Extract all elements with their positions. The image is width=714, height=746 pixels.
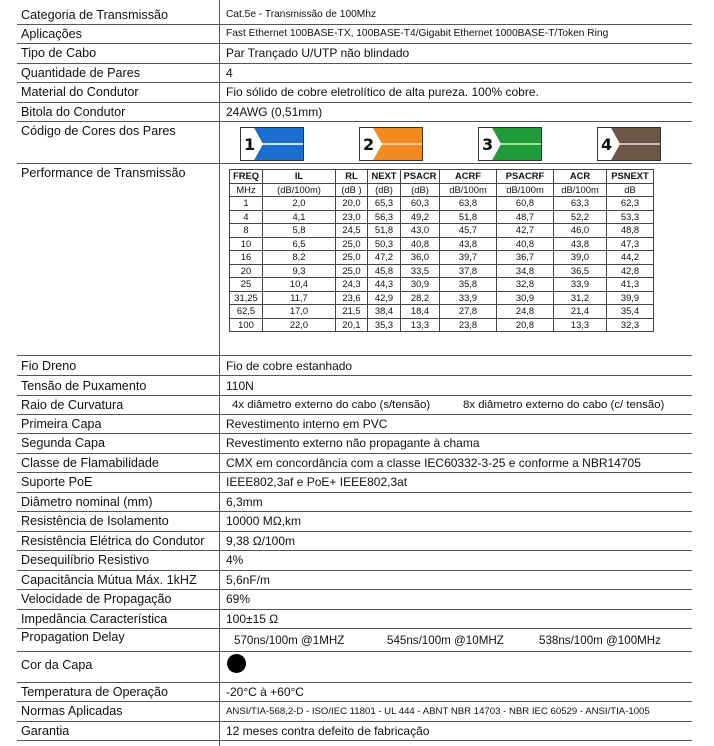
spec-row-segunda-capa [17, 434, 692, 454]
col-header: NEXT [368, 170, 401, 184]
table-row [230, 291, 654, 305]
spec-row-velocidade [17, 590, 692, 610]
spec-row-impedancia [17, 610, 692, 629]
table-cell: 1 [230, 197, 263, 211]
unit-cell: dB/100m [554, 183, 607, 197]
table-cell: 50,3 [368, 237, 401, 251]
table-cell: 31,25 [230, 291, 263, 305]
table-cell: 31,2 [554, 291, 607, 305]
spec-label: Resistência Elétrica do Condutor [21, 534, 205, 548]
spec-value: CMX em concordância com a classe IEC60332-3-25 e conforme a NBR14705 [226, 456, 641, 470]
table-cell: 24,8 [497, 305, 554, 319]
table-cell: 36,0 [401, 251, 440, 265]
col-header: PSNEXT [607, 170, 654, 184]
table-cell: 32,8 [497, 278, 554, 292]
spec-value-b: 8x diâmetro externo do cabo (c/ tensão) [463, 399, 665, 411]
table-cell: 52,2 [554, 210, 607, 224]
table-row [230, 210, 654, 224]
table-cell: 9,3 [263, 264, 336, 278]
table-cell: 62,5 [230, 305, 263, 319]
spec-row-pares [17, 64, 692, 83]
spec-value: 10000 MΩ,km [226, 514, 301, 528]
table-cell: 48,8 [607, 224, 654, 238]
table-cell: 23,6 [336, 291, 368, 305]
spec-label: Tensão de Puxamento [21, 379, 147, 393]
table-cell: 10,4 [263, 278, 336, 292]
table-cell: 13,3 [401, 318, 440, 332]
col-header: IL [263, 170, 336, 184]
spec-label: Aplicações [21, 27, 82, 41]
table-cell: 46,0 [554, 224, 607, 238]
spec-row-cor-capa [17, 652, 692, 683]
spec-row-tensao [17, 376, 692, 396]
spec-label: Código de Cores dos Pares [21, 124, 176, 138]
table-cell: 48,7 [497, 210, 554, 224]
table-cell: 35,4 [607, 305, 654, 319]
table-cell: 53,3 [607, 210, 654, 224]
unit-cell: (dB) [401, 183, 440, 197]
unit-cell: (dB) [368, 183, 401, 197]
spec-label: Propagation Delay [21, 630, 125, 644]
table-cell: 17,0 [263, 305, 336, 319]
table-cell: 63,8 [440, 197, 497, 211]
pair-3-swatch [478, 127, 542, 161]
table-cell: 40,8 [401, 237, 440, 251]
spec-label: Garantia [21, 724, 70, 738]
spec-value: Fio sólido de cobre eletrolítico de alta pureza. 100% cobre. [226, 85, 539, 99]
unit-cell: dB/100m [497, 183, 554, 197]
table-cell: 13,3 [554, 318, 607, 332]
spec-value: 110N [226, 379, 254, 393]
table-cell: 8,2 [263, 251, 336, 265]
col-header: PSACRF [497, 170, 554, 184]
table-cell: 34,8 [497, 264, 554, 278]
spec-row-fio-dreno [17, 356, 692, 376]
spec-row-aplicacoes [17, 25, 692, 44]
table-cell: 42,8 [607, 264, 654, 278]
spec-row-raio [17, 396, 692, 415]
spec-value: Revestimento externo não propagante à chama [226, 436, 480, 450]
spec-row-flamabilidade [17, 454, 692, 473]
spec-value: Fast Ethernet 100BASE-TX, 100BASE-T4/Gigabit Ethernet 1000BASE-T/Token Ring [226, 28, 609, 39]
table-cell: 6,5 [263, 237, 336, 251]
spec-value: ANSI/TIA-568,2-D - ISO/IEC 11801 - UL 444 - ABNT NBR 14703 - NBR IEC 60529 - ANSI/TIA-1005 [226, 706, 650, 717]
spec-value: 4% [226, 553, 244, 567]
performance-table [229, 169, 654, 332]
spec-label: Desequilíbrio Resistivo [21, 553, 150, 567]
jacket-color-dot [227, 654, 246, 673]
unit-cell: dB [607, 183, 654, 197]
table-cell: 39,0 [554, 251, 607, 265]
table-cell: 35,3 [368, 318, 401, 332]
table-cell: 42,9 [368, 291, 401, 305]
spec-row-resistencia [17, 532, 692, 551]
col-header: ACRF [440, 170, 497, 184]
table-cell: 65,3 [368, 197, 401, 211]
spec-value: 12 meses contra defeito de fabricação [226, 724, 430, 738]
table-row [230, 224, 654, 238]
table-cell: 27,8 [440, 305, 497, 319]
table-cell: 21,5 [336, 305, 368, 319]
spec-row-desequilibrio [17, 551, 692, 571]
table-cell: 35,8 [440, 278, 497, 292]
table-cell: 45,7 [440, 224, 497, 238]
spec-row-garantia [17, 722, 692, 741]
spec-row-material [17, 83, 692, 103]
table-cell: 21,4 [554, 305, 607, 319]
spec-value-10mhz: 545ns/100m @10MHZ [387, 634, 504, 647]
table-cell: 43,0 [401, 224, 440, 238]
spec-value: IEEE802,3af e PoE+ IEEE802,3at [226, 475, 408, 489]
table-cell: 33,9 [554, 278, 607, 292]
unit-cell: (dB/100m) [263, 183, 336, 197]
spec-label: Fio Dreno [21, 359, 77, 373]
spec-value: 5,6nF/m [226, 573, 271, 587]
table-cell: 33,5 [401, 264, 440, 278]
performance-table-body [230, 197, 654, 332]
table-cell: 37,8 [440, 264, 497, 278]
spec-label: Bitola do Condutor [21, 105, 126, 119]
spec-label: Resistência de Isolamento [21, 514, 169, 528]
spec-row-isolamento [17, 512, 692, 532]
spec-label: Normas Aplicadas [21, 704, 123, 718]
table-cell: 44,3 [368, 278, 401, 292]
spec-label: Tipo de Cabo [21, 46, 97, 60]
table-cell: 4,1 [263, 210, 336, 224]
pair-number: 1 [244, 135, 256, 154]
table-cell: 20,8 [497, 318, 554, 332]
spec-label: Material do Condutor [21, 85, 139, 99]
table-cell: 63,3 [554, 197, 607, 211]
table-cell: 24,5 [336, 224, 368, 238]
table-cell: 42,7 [497, 224, 554, 238]
pair-number: 3 [482, 135, 494, 154]
table-cell: 51,8 [368, 224, 401, 238]
spec-row-cores [17, 122, 692, 164]
spec-label: Impedância Característica [21, 612, 168, 626]
table-cell: 36,7 [497, 251, 554, 265]
pair-2-swatch [359, 127, 423, 161]
spec-row-bitola [17, 103, 692, 122]
spec-value-1mhz: 570ns/100m @1MHZ [234, 634, 345, 647]
table-cell: 28,2 [401, 291, 440, 305]
col-header: ACR [554, 170, 607, 184]
table-row [230, 197, 654, 211]
table-header-row [230, 170, 654, 184]
unit-cell: dB/100m [440, 183, 497, 197]
table-cell: 20,0 [336, 197, 368, 211]
spec-label: Temperatura de Operação [21, 685, 169, 699]
table-cell: 40,8 [497, 237, 554, 251]
table-row [230, 278, 654, 292]
spec-value: Par Trançado U/UTP não blindado [226, 46, 410, 60]
spec-label: Segunda Capa [21, 436, 106, 450]
spec-row-diametro [17, 493, 692, 512]
table-cell: 16 [230, 251, 263, 265]
pair-number: 4 [601, 135, 613, 154]
spec-value: -20°C à +60°C [226, 685, 304, 699]
col-header: FREQ [230, 170, 263, 184]
table-cell: 56,3 [368, 210, 401, 224]
pair-number: 2 [363, 135, 375, 154]
table-cell: 20,1 [336, 318, 368, 332]
table-cell: 45,8 [368, 264, 401, 278]
unit-cell: MHz [230, 183, 263, 197]
table-row [230, 264, 654, 278]
table-cell: 24,3 [336, 278, 368, 292]
table-cell: 8 [230, 224, 263, 238]
table-cell: 36,5 [554, 264, 607, 278]
spec-row-capacitancia [17, 571, 692, 590]
table-cell: 4 [230, 210, 263, 224]
table-cell: 5,8 [263, 224, 336, 238]
table-cell: 11,7 [263, 291, 336, 305]
table-cell: 2,0 [263, 197, 336, 211]
spec-value: 69% [226, 592, 251, 606]
table-cell: 33,9 [440, 291, 497, 305]
table-cell: 49,2 [401, 210, 440, 224]
spec-value: 6,3mm [226, 495, 263, 509]
table-cell: 43,8 [440, 237, 497, 251]
table-cell: 38,4 [368, 305, 401, 319]
pair-1-swatch [240, 127, 304, 161]
spec-label: Primeira Capa [21, 417, 102, 431]
spec-row-poe [17, 473, 692, 493]
spec-value: Cat.5e - Transmissão de 100Mhz [226, 9, 377, 20]
table-cell: 25 [230, 278, 263, 292]
spec-value: 24AWG (0,51mm) [226, 105, 323, 119]
spec-label: Diâmetro nominal (mm) [21, 495, 153, 509]
table-cell: 23,8 [440, 318, 497, 332]
table-cell: 25,0 [336, 264, 368, 278]
table-cell: 30,9 [497, 291, 554, 305]
spec-row-temperatura [17, 683, 692, 702]
spec-label: Suporte PoE [21, 475, 93, 489]
table-cell: 47,3 [607, 237, 654, 251]
table-row [230, 237, 654, 251]
spec-label: Performance de Transmissão [21, 166, 186, 180]
table-cell: 23,0 [336, 210, 368, 224]
spec-value: Revestimento interno em PVC [226, 417, 388, 431]
spec-value: Fio de cobre estanhado [226, 359, 353, 373]
table-cell: 39,9 [607, 291, 654, 305]
col-header: RL [336, 170, 368, 184]
spec-value-100mhz: 538ns/100m @100MHz [539, 634, 661, 647]
table-cell: 100 [230, 318, 263, 332]
table-cell: 30,9 [401, 278, 440, 292]
table-row [230, 251, 654, 265]
table-cell: 39,7 [440, 251, 497, 265]
table-row [230, 318, 654, 332]
spec-row-categoria [17, 6, 692, 25]
spec-value: 4 [226, 66, 233, 80]
table-cell: 60,8 [497, 197, 554, 211]
spec-row-primeira-capa [17, 415, 692, 434]
table-cell: 25,0 [336, 251, 368, 265]
table-cell: 10 [230, 237, 263, 251]
table-cell: 44,2 [607, 251, 654, 265]
table-cell: 41,3 [607, 278, 654, 292]
table-cell: 47,2 [368, 251, 401, 265]
pair-4-swatch [597, 127, 661, 161]
table-cell: 20 [230, 264, 263, 278]
table-cell: 43,8 [554, 237, 607, 251]
table-cell: 18,4 [401, 305, 440, 319]
spec-label: Cor da Capa [21, 658, 93, 672]
table-cell: 60,3 [401, 197, 440, 211]
table-cell: 51,8 [440, 210, 497, 224]
spec-row-normas [17, 702, 692, 722]
spec-label: Raio de Curvatura [21, 398, 124, 412]
table-cell: 32,3 [607, 318, 654, 332]
spec-row-propagation [17, 629, 692, 652]
spec-label: Classe de Flamabilidade [21, 456, 159, 470]
unit-cell: (dB ) [336, 183, 368, 197]
table-cell: 25,0 [336, 237, 368, 251]
spec-label: Capacitância Mútua Máx. 1kHZ [21, 573, 197, 587]
spec-row-tipo-cabo [17, 44, 692, 64]
spec-label: Quantidade de Pares [21, 66, 141, 80]
table-cell: 22,0 [263, 318, 336, 332]
spec-label: Velocidade de Propagação [21, 592, 172, 606]
spec-value: 9,38 Ω/100m [226, 534, 296, 548]
spec-label: Categoria de Transmissão [21, 8, 168, 22]
col-header: PSACR [401, 170, 440, 184]
spec-value-a: 4x diâmetro externo do cabo (s/tensão) [232, 399, 431, 411]
table-units-row [230, 183, 654, 197]
table-cell: 62,3 [607, 197, 654, 211]
table-row [230, 305, 654, 319]
spec-value: 100±15 Ω [226, 612, 279, 626]
